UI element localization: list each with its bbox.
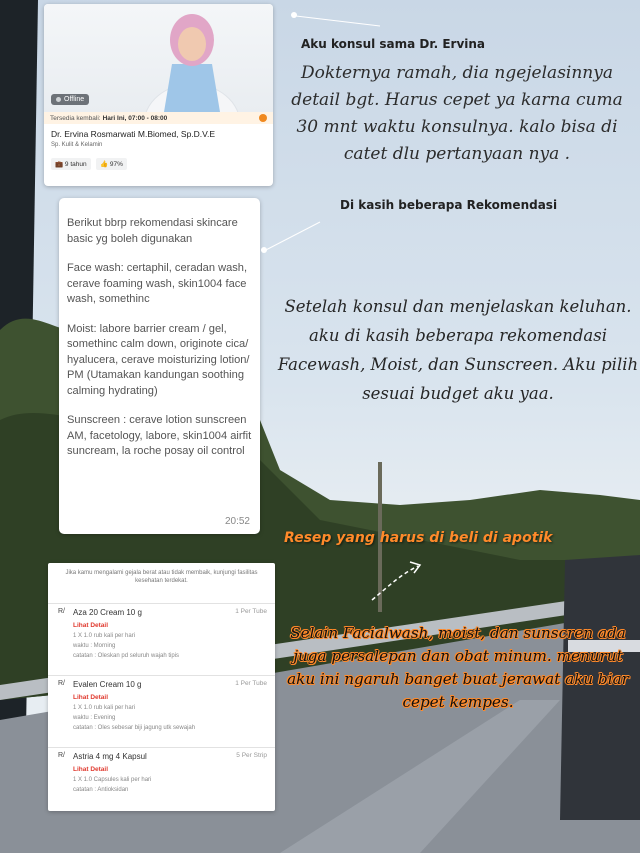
rx-symbol: R/ bbox=[58, 608, 65, 615]
chat-paragraph: Sunscreen : cerave lotion sunscreen AM, facetology, labore, skin1004 airfit suncream, la roche posay oil control bbox=[67, 414, 252, 457]
sparkle-icon bbox=[291, 12, 297, 18]
prescription-intro: Jika kamu mengalami gejala berat atau tidak membaik, kunjungi fasilitas kesehatan terdekat. bbox=[65, 570, 258, 584]
view-detail-link[interactable]: Lihat Detail bbox=[73, 766, 109, 773]
view-detail-link[interactable]: Lihat Detail bbox=[73, 622, 109, 629]
doctor-name: Dr. Ervina Rosmarwati M.Biomed, Sp.D.V.E bbox=[51, 129, 216, 139]
medicine-note: catatan : Oleskan pd seluruh wajah tipis bbox=[73, 653, 180, 659]
medicine-quantity: 1 Per Tube bbox=[235, 608, 267, 615]
caption-paragraph-2: Setelah konsul dan menjelaskan keluhan. aku di kasih beberapa rekomendasi Facewash, Moist, dan Sunscreen. Aku pilih sesuai budget aku yaa. bbox=[277, 297, 639, 403]
caption-title-3: Resep yang harus di beli di apotik bbox=[284, 530, 553, 546]
caption-paragraph-3: Selain Facialwash, moist, dan sunscren ada juga persalepan dan obat minum. menurut aku ini ngaruh banget buat jerawat aku biar cepet kempes. bbox=[287, 624, 629, 711]
rating-value: 97% bbox=[109, 161, 123, 168]
doctor-specialty: Sp. Kulit & Kelamin bbox=[51, 142, 103, 148]
medicine-name: Astria 4 mg 4 Kapsul bbox=[73, 752, 147, 761]
chat-paragraph: Moist: labore barrier cream / gel, somethinc calm down, originote cica/ hyalucera, cerave moisturizing lotion/ PM (Utamakan kandungan soothing calming hydrating) bbox=[67, 322, 250, 397]
sparkle-icon bbox=[261, 247, 267, 253]
caption-title-2: Di kasih beberapa Rekomendasi bbox=[340, 198, 558, 212]
medicine-dose: 1 X 1.0 rub kali per hari bbox=[73, 705, 136, 711]
offline-label: Offline bbox=[64, 96, 85, 103]
medicine-quantity: 5 Per Strip bbox=[236, 752, 267, 759]
medicine-name: Aza 20 Cream 10 g bbox=[73, 608, 142, 617]
medicine-quantity: 1 Per Tube bbox=[235, 680, 267, 687]
connector-line bbox=[296, 16, 380, 26]
view-detail-link[interactable]: Lihat Detail bbox=[73, 694, 109, 701]
caption-title-1: Aku konsul sama Dr. Ervina bbox=[301, 37, 486, 51]
rx-symbol: R/ bbox=[58, 680, 65, 687]
caption-paragraph-1: Dokternya ramah, dia ngejelasinnya detail bgt. Harus cepet ya karna cuma 30 mnt waktu konsulnya. kalo bisa di catet dlu pertanyaan nya . bbox=[291, 63, 623, 164]
medicine-note: catatan : Oles sebesar biji jagung utk sewajah bbox=[73, 725, 196, 731]
medicine-time: waktu : Evening bbox=[73, 715, 116, 721]
rx-symbol: R/ bbox=[58, 752, 65, 759]
chat-paragraph: Face wash: certaphil, ceradan wash, cerave foaming wash, skin1004 face wash, somethinc bbox=[67, 262, 248, 305]
arrow-head-icon bbox=[410, 562, 420, 573]
medicine-dose: 1 X 1.0 Capsules kali per hari bbox=[73, 777, 152, 783]
availability-value: Hari Ini, 07:00 - 08:00 bbox=[102, 114, 168, 122]
availability-label: Tersedia kembali: bbox=[50, 114, 101, 122]
medicine-note: catatan : Antioksidan bbox=[73, 787, 129, 793]
rating-stat: 👍 97% bbox=[96, 158, 127, 170]
medicine-name: Evalen Cream 10 g bbox=[73, 680, 142, 689]
arrow-icon bbox=[372, 566, 418, 600]
medicine-dose: 1 X 1.0 rub kali per hari bbox=[73, 633, 136, 639]
medicine-time: waktu : Morning bbox=[73, 643, 116, 649]
experience-value: 9 tahun bbox=[64, 161, 87, 168]
connector-line bbox=[262, 222, 320, 252]
experience-stat: 💼 9 tahun bbox=[51, 158, 91, 170]
chat-paragraph: Berikut bbrp rekomendasi skincare basic yg boleh digunakan bbox=[67, 217, 238, 245]
chat-timestamp: 20:52 bbox=[224, 515, 250, 527]
